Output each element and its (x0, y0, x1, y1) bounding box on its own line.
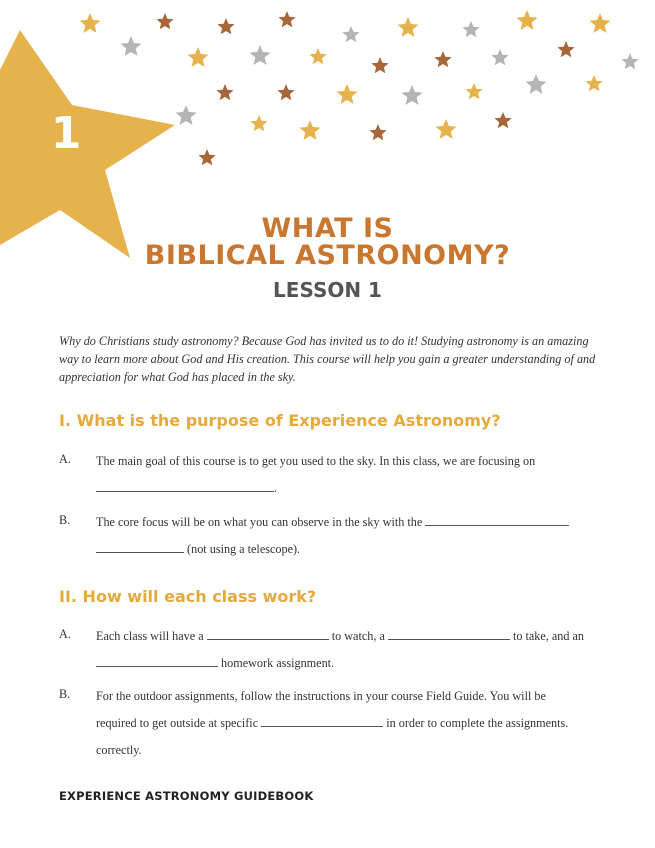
fill-in-blank[interactable] (96, 540, 184, 553)
item-text: to take, and an (512, 629, 585, 643)
star-icon (216, 84, 233, 100)
star-icon (121, 36, 142, 56)
star-icon (398, 17, 419, 37)
star-icon (337, 84, 358, 104)
item-text: required to get outside at specific (96, 716, 259, 730)
fill-in-blank[interactable] (96, 654, 218, 667)
item-text: For the outdoor assignments, follow the instructions in your course Field Guide. You will be (96, 689, 546, 703)
intro-paragraph: Why do Christians study astronomy? Because God has invited us to do it! Studying astronomy is an amazing way to learn more about God and His creation. This course will help you gain a greater understanding of and appreciation for what God has placed in the sky. (59, 334, 596, 384)
item-text: to watch, a (331, 629, 385, 643)
title-line-1: WHAT IS (261, 213, 394, 244)
fill-in-blank[interactable] (207, 627, 329, 640)
item-text: Each class will have a (96, 629, 204, 643)
star-icon (300, 120, 321, 140)
item-text: (not using a telescope). (187, 542, 301, 556)
star-icon (517, 10, 538, 30)
star-icon (309, 48, 326, 64)
star-icon (462, 21, 479, 37)
fill-in-blank[interactable] (96, 479, 274, 492)
star-icon (590, 13, 611, 33)
star-icon (250, 115, 267, 131)
star-icon (465, 83, 482, 99)
star-icon (188, 47, 209, 67)
star-icon (436, 119, 457, 139)
item-letter: A. (59, 452, 71, 466)
lesson-label: LESSON 1 (273, 278, 382, 302)
star-icon (494, 112, 511, 128)
lesson-number: 1 (50, 108, 82, 159)
item-text: in order to complete the assignments. (386, 716, 569, 730)
star-icon (278, 11, 295, 27)
star-icon (526, 74, 547, 94)
star-icon (491, 49, 508, 65)
star-icon (217, 18, 234, 34)
item-letter: B. (59, 687, 71, 701)
title-line-2: BIBLICAL ASTRONOMY? (144, 240, 511, 271)
item-text: . (274, 481, 278, 495)
item-letter: B. (59, 513, 71, 527)
star-icon (156, 13, 173, 29)
star-icon (402, 85, 423, 105)
item-text: homework assignment. (221, 656, 335, 670)
fill-in-blank[interactable] (425, 513, 569, 526)
section-1-heading: I. What is the purpose of Experience Astronomy? (59, 411, 501, 430)
item-text: The core focus will be on what you can observe in the sky with the (96, 515, 423, 529)
item-text: correctly. (96, 743, 142, 757)
star-icon (371, 57, 388, 73)
page-footer: EXPERIENCE ASTRONOMY GUIDEBOOK (59, 789, 314, 803)
star-icon (342, 26, 359, 42)
section-2-heading: II. How will each class work? (59, 587, 317, 606)
star-icon (369, 124, 386, 140)
star-icon (176, 105, 197, 125)
star-icon (277, 84, 294, 100)
star-icon (621, 53, 638, 69)
star-icon (250, 45, 271, 65)
item-letter: A. (59, 627, 71, 641)
item-text: The main goal of this course is to get you used to the sky. In this class, we are focusing on (96, 454, 536, 468)
star-icon (585, 75, 602, 91)
star-icon (434, 51, 451, 67)
fill-in-blank[interactable] (261, 714, 383, 727)
star-icon (557, 41, 574, 57)
star-icon (198, 149, 215, 165)
fill-in-blank[interactable] (388, 627, 510, 640)
star-icon (80, 13, 101, 33)
